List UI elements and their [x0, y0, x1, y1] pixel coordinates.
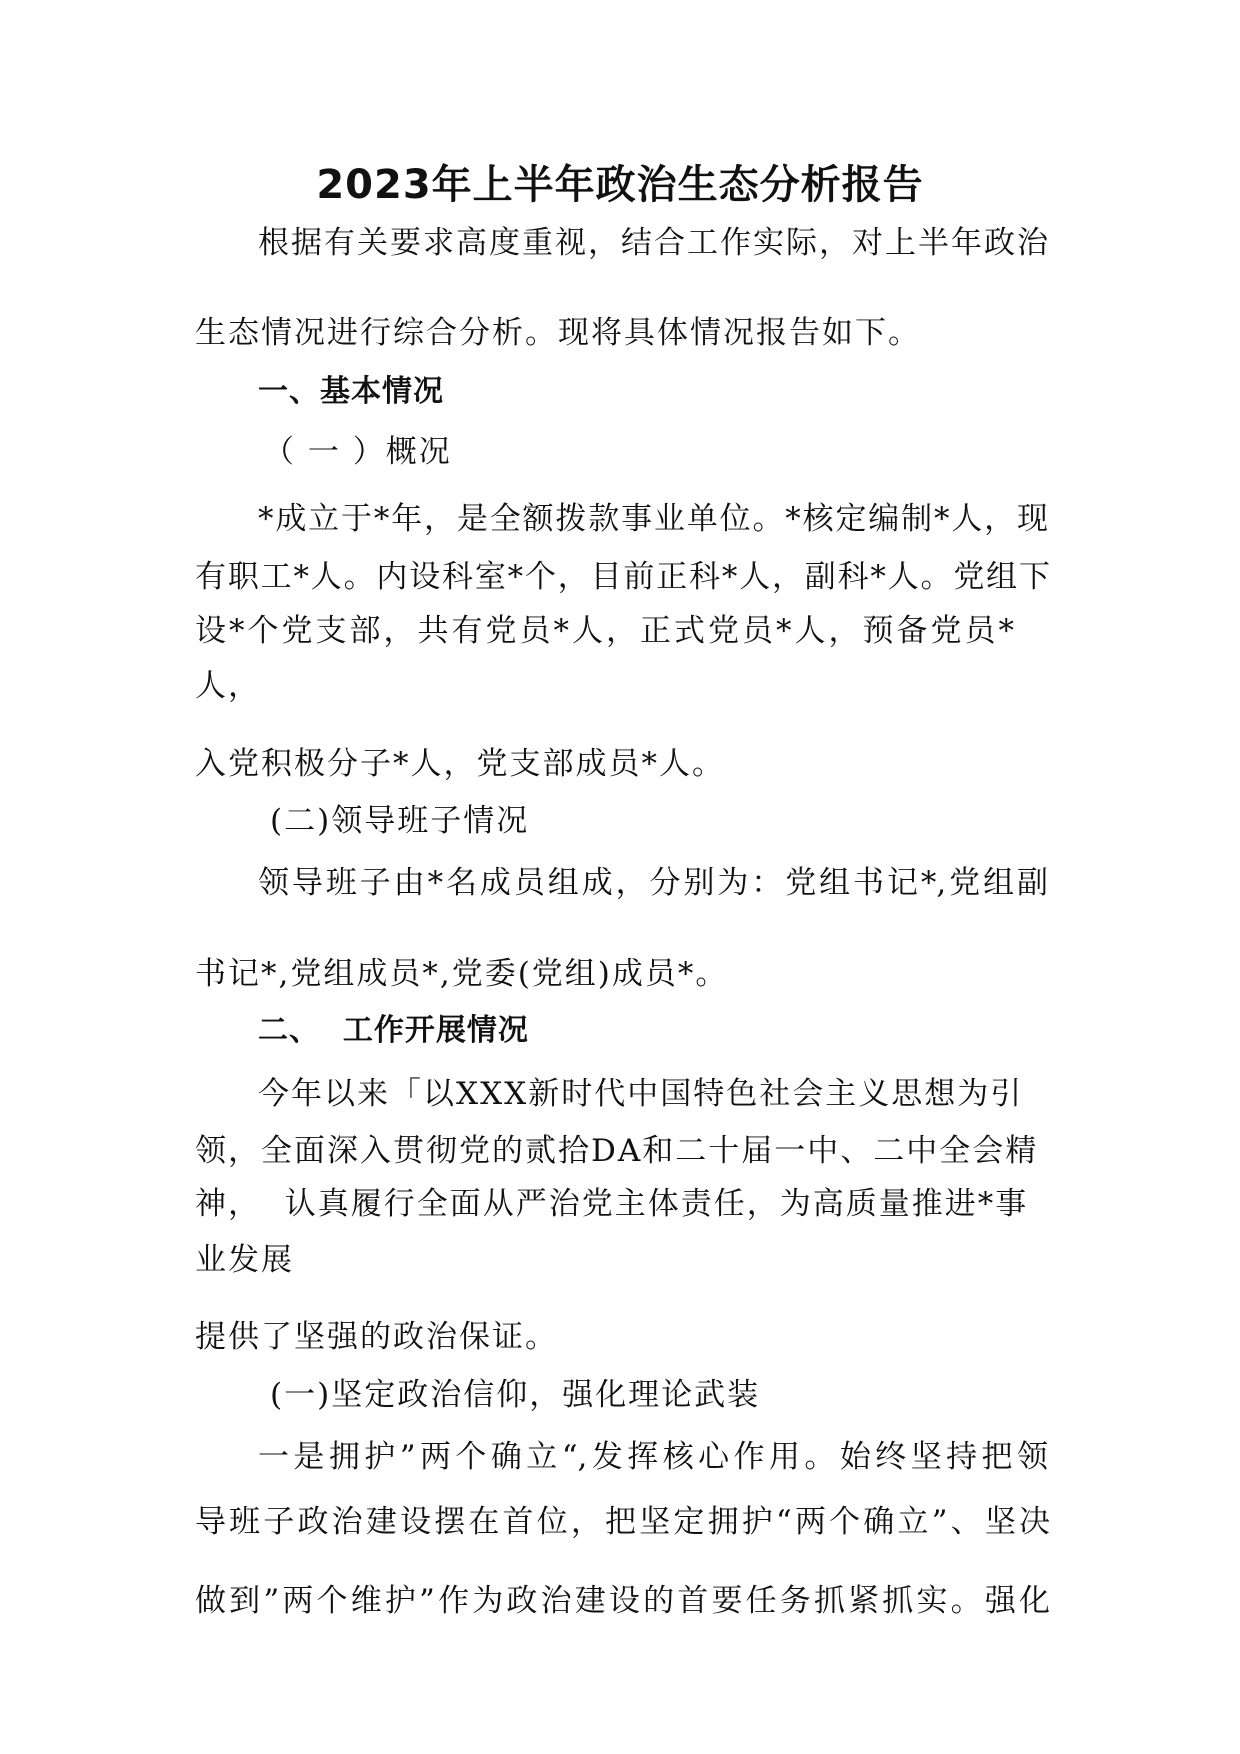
- section-heading: 一、基本情况: [258, 374, 444, 409]
- paragraph-line: *成立于*年，是全额拨款事业单位。*核定编制*人，现: [258, 501, 1048, 537]
- paragraph-line: 领导班子由*名成员组成，分别为：党组书记*,党组副: [258, 865, 1048, 901]
- paragraph-line: 生态情况进行综合分析。现将具体情况报告如下。: [195, 315, 921, 351]
- paragraph-line: 设*个党支部，共有党员*人，正式党员*人，预备党员*: [195, 613, 1017, 649]
- section-heading: 二、 工作开展情况: [258, 1013, 529, 1048]
- paragraph-line: 今年以来「以XXX新时代中国特色社会主义思想为引: [258, 1076, 1024, 1112]
- subsection-heading: （ 一 ）概况: [263, 434, 452, 470]
- paragraph-line: 入党积极分子*人，党支部成员*人。: [195, 746, 725, 782]
- paragraph-line: 根据有关要求高度重视，结合工作实际，对上半年政治: [258, 225, 1048, 261]
- paragraph-line: 一是拥护”两个确立“,发挥核心作用。始终坚持把领: [258, 1439, 1048, 1475]
- paragraph-line: 业发展: [195, 1242, 294, 1278]
- paragraph-line: 有职工*人。内设科室*个，目前正科*人，副科*人。党组下: [195, 559, 1050, 595]
- paragraph-line: 导班子政治建设摆在首位，把坚定拥护“两个确立”、坚决: [195, 1504, 1050, 1540]
- paragraph-line: 提供了坚强的政治保证。: [195, 1319, 558, 1355]
- subsection-heading: (一)坚定政治信仰，强化理论武装: [270, 1377, 761, 1413]
- paragraph-line: 神， 认真履行全面从严治党主体责任，为高质量推进*事: [195, 1186, 1029, 1222]
- subsection-heading: (二)领导班子情况: [270, 803, 530, 839]
- document-title: 2023年上半年政治生态分析报告: [316, 162, 924, 208]
- paragraph-line: 领，全面深入贯彻党的贰拾DA和二十届一中、二中全会精: [195, 1133, 1039, 1169]
- paragraph-line: 人，: [195, 668, 261, 704]
- paragraph-line: 做到”两个维护”作为政治建设的首要任务抓紧抓实。强化: [195, 1583, 1050, 1619]
- paragraph-line: 书记*,党组成员*,党委(党组)成员*。: [195, 956, 729, 992]
